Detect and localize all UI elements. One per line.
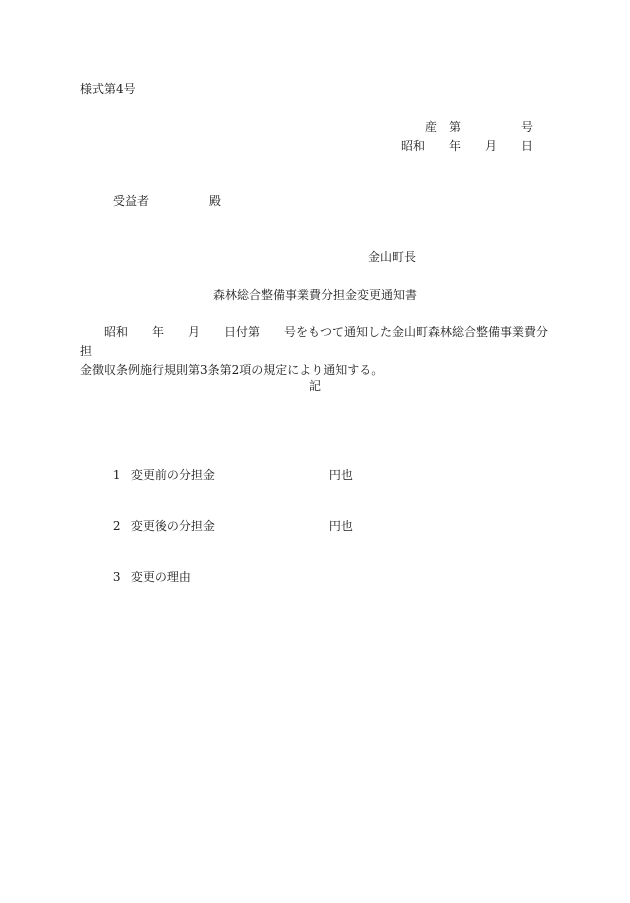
- item-value: 円也: [328, 519, 353, 533]
- document-number: 産 第 号: [424, 120, 533, 134]
- list-item: [90, 498, 353, 533]
- item-value: 円也: [328, 468, 353, 482]
- body-text: [80, 323, 550, 380]
- body-line-1: 昭和 年 月 日付第 号をもつて通知した金山町森林総合整備事業費分担: [80, 325, 549, 358]
- document-date: 昭和 年 月 日: [400, 139, 533, 153]
- list-item: [90, 549, 353, 584]
- item-label: 変更前の分担金: [130, 468, 215, 482]
- item-number: 1: [112, 468, 121, 482]
- item-label: 変更の理由: [130, 570, 191, 584]
- recipient: 受益者 殿: [113, 194, 222, 208]
- ki-heading: 記: [308, 379, 321, 393]
- document-title: 森林総合整備事業費分担金変更通知書: [212, 288, 417, 302]
- body-line-2: 金徴収条例施行規則第3条第2項の規定により通知する。: [80, 363, 384, 377]
- list-item: [90, 447, 353, 482]
- item-number: 3: [112, 570, 121, 584]
- form-number: 様式第4号: [80, 82, 136, 96]
- issuer: 金山町長: [367, 250, 416, 264]
- item-number: 2: [112, 519, 121, 533]
- item-label: 変更後の分担金: [130, 519, 215, 533]
- item-list: [90, 415, 353, 600]
